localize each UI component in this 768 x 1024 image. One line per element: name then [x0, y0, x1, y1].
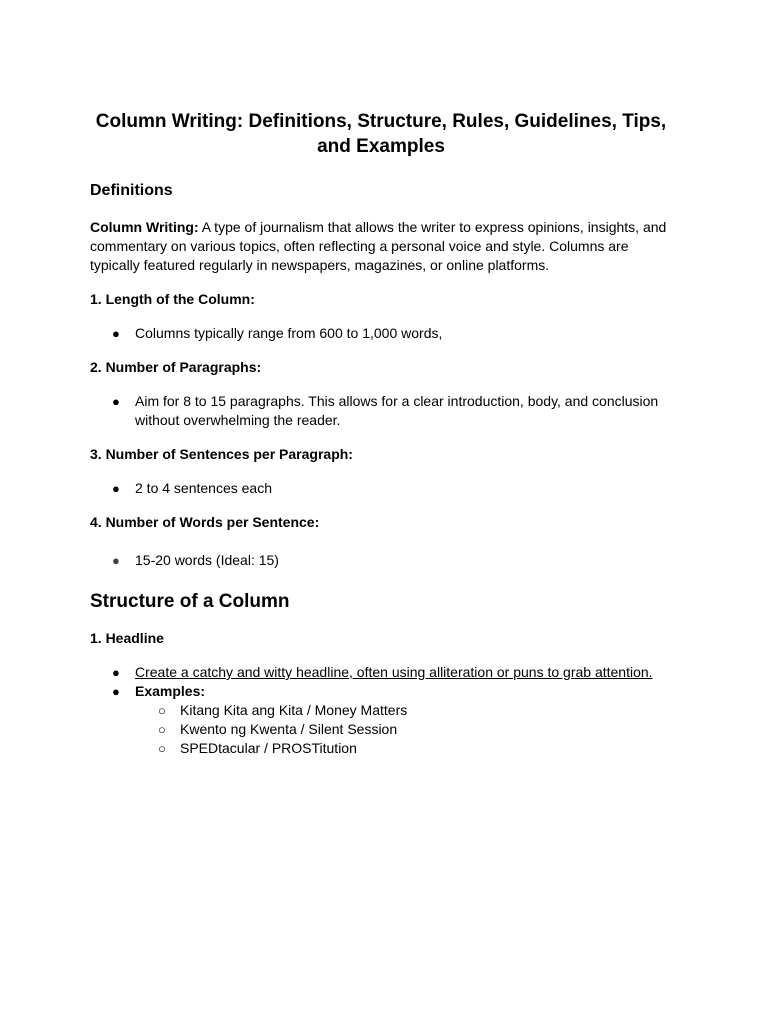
list-item	[90, 551, 678, 570]
definitions-heading: Definitions	[90, 182, 173, 199]
bullet-icon: ●	[112, 394, 120, 409]
rule-sentences-label: 3. Number of Sentences per Paragraph:	[90, 446, 353, 462]
rule-words-list	[90, 551, 678, 570]
rule-paragraphs-text: Aim for 8 to 15 paragraphs. This allows for a clear introduction, body, and conclusion without overwhelming the reader.	[135, 393, 659, 428]
list-item	[90, 682, 678, 758]
rule-length-list	[90, 324, 678, 343]
bullet-icon: ●	[112, 665, 120, 680]
list-item	[90, 324, 678, 343]
rule-paragraphs-list	[90, 392, 678, 430]
bullet-icon: ●	[112, 481, 120, 496]
list-item	[90, 392, 678, 430]
rule-paragraphs-label: 2. Number of Paragraphs:	[90, 359, 262, 375]
definition-term: Column Writing:	[90, 219, 199, 235]
bullet-icon: ●	[112, 684, 120, 699]
examples-label: Examples:	[135, 683, 206, 699]
list-item	[90, 720, 678, 739]
rule-words-label: 4. Number of Words per Sentence:	[90, 514, 320, 530]
bullet-icon: ●	[112, 553, 120, 568]
headline-tip: Create a catchy and witty headline, often using alliteration or puns to grab attention.	[135, 664, 653, 680]
rule-sentences-text: 2 to 4 sentences each	[135, 480, 272, 496]
document-title: Column Writing: Definitions, Structure, Rules, Guidelines, Tips, and Examples	[95, 111, 667, 157]
structure-heading: Structure of a Column	[90, 591, 290, 612]
example-text: Kitang Kita ang Kita / Money Matters	[180, 702, 408, 718]
rule-sentences-list	[90, 479, 678, 498]
list-item	[90, 479, 678, 498]
examples-list	[90, 701, 678, 758]
headline-list	[90, 663, 678, 758]
list-item	[90, 739, 678, 758]
document-page	[90, 109, 678, 758]
rule-length-text: Columns typically range from 600 to 1,000 words,	[135, 325, 443, 341]
rule-length-label: 1. Length of the Column:	[90, 291, 255, 307]
circle-bullet-icon: ○	[158, 703, 166, 718]
circle-bullet-icon: ○	[158, 722, 166, 737]
circle-bullet-icon: ○	[158, 741, 166, 756]
rule-words-text: 15-20 words (Ideal: 15)	[135, 552, 279, 568]
list-item	[90, 701, 678, 720]
headline-label: 1. Headline	[90, 630, 164, 646]
definition-text: A type of journalism that allows the writer to express opinions, insights, and commentary on various topics, often reflecting a personal voice and style. Columns are typically featured regularly in newspapers, magazines, or online platforms.	[90, 219, 667, 273]
example-text: Kwento ng Kwenta / Silent Session	[180, 721, 398, 737]
list-item	[90, 663, 678, 682]
example-text: SPEDtacular / PROSTitution	[180, 740, 357, 756]
bullet-icon: ●	[112, 326, 120, 341]
definition-paragraph	[90, 218, 678, 275]
